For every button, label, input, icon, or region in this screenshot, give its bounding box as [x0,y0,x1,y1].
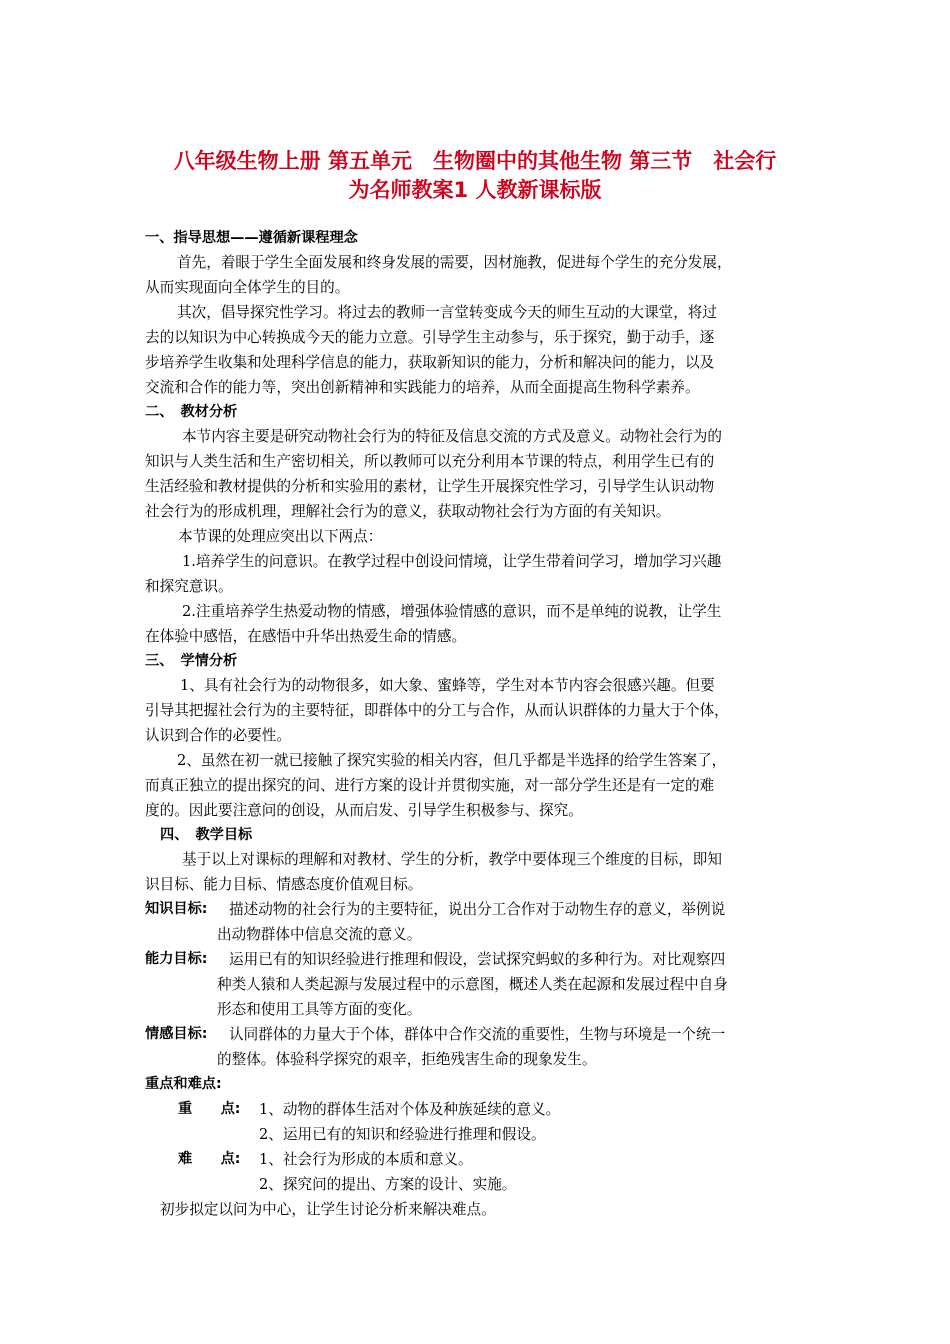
paragraph-line: 1、具有社会行为的动物很多，如大象、蜜蜂等，学生对本节内容会很感兴趣。但要 [180,677,715,694]
knowledge-goal-text: 出动物群体中信息交流的意义。 [217,926,422,943]
key-point-item: 2、运用已有的知识和经验进行推理和假设。 [259,1126,546,1143]
paragraph-line: 本节课的处理应突出以下两点： [178,528,383,545]
emotion-goal-text: 的整体。体验科学探究的艰辛，拒绝残害生命的现象发生。 [217,1051,597,1068]
difficult-point-item: 1、社会行为形成的本质和意义。 [259,1151,473,1168]
paragraph-line: 首先，着眼于学生全面发展和终身发展的需要，因材施教，促进每个学生的充分发展， [177,254,732,271]
paragraph-line: 度的。因此要注意问的创设，从而启发、引导学生积极参与、探究。 [145,802,583,819]
ability-goal-label: 能力目标: [145,951,208,967]
emotion-goal-text: 认同群体的力量大于个体，群体中合作交流的重要性，生物与环境是一个统一 [229,1026,726,1043]
paragraph-line: 生活经验和教材提供的分析和实验用的素材，让学生开展探究性学习，引导学生认识动物 [145,478,715,495]
emotion-goal-label: 情感目标: [145,1026,208,1042]
paragraph-line: 1.培养学生的问意识。在教学过程中创设问情境，让学生带着问学习，增加学习兴趣 [182,553,722,570]
paragraph-line: 步培养学生收集和处理科学信息的能力，获取新知识的能力，分析和解决问的能力，以及 [145,354,715,371]
key-points-label: 重 点: [178,1101,241,1117]
ability-goal-text: 种类人猿和人类起源与发展过程中的示意图，概述人类在起源和发展过程中自身 [217,976,728,993]
paragraph-line: 从而实现面向全体学生的目的。 [145,279,350,296]
paragraph-line: 本节内容主要是研究动物社会行为的特征及信息交流的方式及意义。动物社会行为的 [182,428,722,445]
key-point-item: 1、动物的群体生活对个体及种族延续的意义。 [259,1101,561,1118]
knowledge-goal-text: 描述动物的社会行为的主要特征，说出分工合作对于动物生存的意义，举例说 [229,901,726,918]
knowledge-goal-label: 知识目标: [145,901,208,917]
key-difficult-heading: 重点和难点: [145,1076,222,1092]
paragraph-line: 在体验中感悟，在感悟中升华出热爱生命的情感。 [145,628,467,645]
paragraph-line: 其次，倡导探究性学习。将过去的教师一言堂转变成今天的师生互动的大课堂，将过 [177,304,717,321]
difficult-points-label: 难 点: [178,1151,241,1167]
closing-line: 初步拟定以问为中心，让学生讨论分析来解决难点。 [160,1201,496,1218]
difficult-point-item: 2、探究问的提出、方案的设计、实施。 [259,1176,517,1193]
section-1-heading: 一、指导思想——遵循新课程理念 [145,230,358,246]
paragraph-line: 社会行为的形成机理，理解社会行为的意义，获取动物社会行为方面的有关知识。 [145,503,671,520]
ability-goal-text: 形态和使用工具等方面的变化。 [217,1001,422,1018]
section-2-heading: 二、 教材分析 [145,404,238,420]
paragraph-line: 2.注重培养学生热爱动物的情感，增强体验情感的意识，而不是单纯的说教，让学生 [182,603,722,620]
document-title-line-2: 为名师教案1 人教新课标版 [348,178,602,202]
paragraph-line: 和探究意识。 [145,578,233,595]
paragraph-line: 去的以知识为中心转换成今天的能力立意。引导学生主动参与，乐于探究，勤于动手，逐 [145,329,715,346]
paragraph-line: 认识到合作的必要性。 [145,727,291,744]
ability-goal-text: 运用已有的知识经验进行推理和假设，尝试探究蚂蚁的多种行为。对比观察四 [229,951,726,968]
document-title-line-1: 八年级生物上册 第五单元 生物圈中的其他生物 第三节 社会行 [173,149,777,173]
section-3-heading: 三、 学情分析 [145,653,238,669]
paragraph-line: 2、虽然在初一就已接触了探究实验的相关内容，但几乎都是半选择的给学生答案了， [177,752,727,769]
paragraph-line: 识目标、能力目标、情感态度价值观目标。 [145,876,423,893]
section-4-heading: 四、 教学目标 [160,827,253,843]
paragraph-line: 知识与人类生活和生产密切相关，所以教师可以充分利用本节课的特点，利用学生已有的 [145,453,715,470]
paragraph-line: 交流和合作的能力等，突出创新精神和实践能力的培养，从而全面提高生物科学素养。 [145,379,700,396]
paragraph-line: 而真正独立的提出探究的问、进行方案的设计并贯彻实施，对一部分学生还是有一定的难 [145,777,715,794]
paragraph-line: 基于以上对课标的理解和对教材、学生的分析，教学中要体现三个维度的目标，即知 [182,851,722,868]
paragraph-line: 引导其把握社会行为的主要特征，即群体中的分工与合作，从而认识群体的力量大于个体， [145,702,729,719]
